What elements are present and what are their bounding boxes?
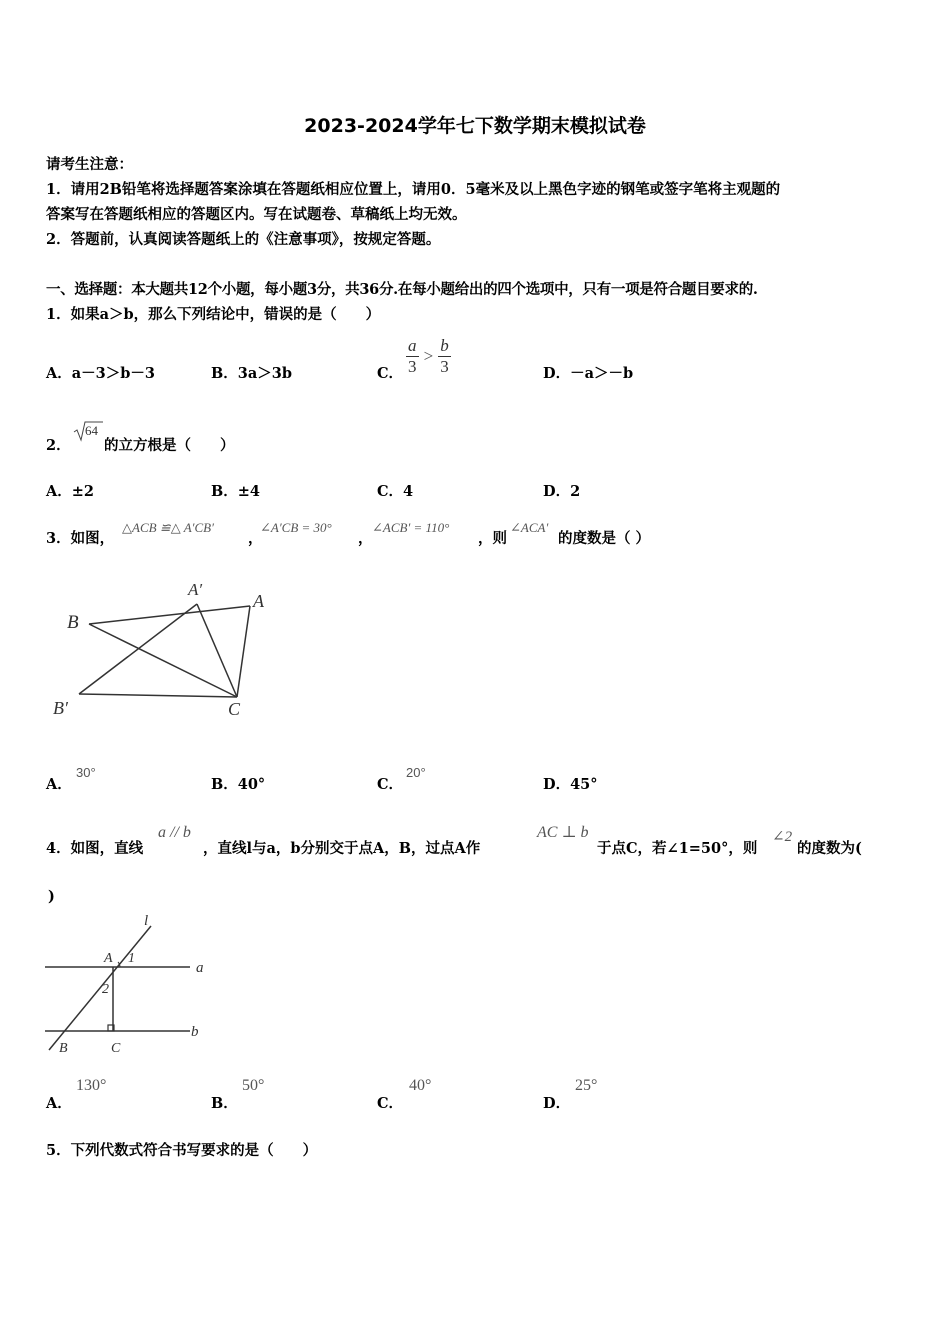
q3-sep-1: ， [248, 530, 263, 547]
q1-option-d: D．－a＞－b [543, 365, 634, 382]
q1-option-c-label: C． [377, 365, 404, 382]
q3-label-c: C [228, 699, 241, 719]
q1-option-a: A．a－3＞b－3 [46, 365, 155, 382]
q1-relation: > [423, 346, 434, 366]
q3-option-d: D．45° [543, 776, 598, 793]
segment-a1c [197, 604, 237, 697]
section-heading: 一、选择题：本大题共12个小题，每小题3分，共36分.在每小题给出的四个选项中，只有一项是符合题目要求的. [46, 281, 758, 298]
q4-mid: ，直线l与a，b分别交于点A，B，过点A作 [203, 840, 481, 857]
q3-figure [40, 570, 290, 730]
q3-lead: 3．如图， [46, 530, 115, 547]
q2-option-d: D．2 [543, 483, 581, 500]
q3-then: ，则 [478, 530, 507, 547]
q4-perpendicular: AC ⊥ b [537, 824, 589, 841]
q3-angle-aca: ∠ACA′ [510, 520, 549, 535]
q4-angle-2: ∠2 [772, 829, 793, 845]
q3-label-a-prime: A′ [188, 580, 203, 599]
q1-frac-a3: $\frac{a}{3}$ [408, 336, 417, 376]
notice-line-1b: 答案写在答题纸相应的答题区内。写在试题卷、草稿纸上均无效。 [46, 206, 467, 223]
segment-b1c [79, 694, 237, 697]
q4-lead: 4．如图，直线 [46, 840, 144, 857]
q1-frac-b3: $\frac{b}{3}$ [440, 336, 449, 376]
q3-congruence: △ACB ≌△ A′CB′ [122, 520, 214, 535]
q4-label-2: 2 [102, 982, 109, 997]
q4-option-a-label: A． [46, 1095, 72, 1112]
q1-option-b: B．3a＞3b [211, 365, 292, 382]
q3-option-a-value: 30° [76, 765, 96, 780]
q2-number: 2． [46, 437, 71, 454]
q5-stem: 5．下列代数式符合书写要求的是（ ） [46, 1142, 318, 1159]
q4-option-d-value: 25° [575, 1077, 598, 1094]
q4-label-a-line: a [196, 960, 204, 976]
q2-radicand: 64 [85, 423, 98, 438]
q4-option-d-label: D． [543, 1095, 571, 1112]
q1-option-c-math [406, 336, 451, 377]
q2-option-b: B．±4 [211, 483, 260, 500]
q4-label-a-point: A [104, 951, 113, 966]
notice-heading: 请考生注意： [46, 156, 133, 173]
notice-line-2: 2．答题前，认真阅读答题纸上的《注意事项》，按规定答题。 [46, 231, 441, 248]
q4-option-c-value: 40° [409, 1077, 432, 1094]
q4-tail: 的度数为( [797, 840, 862, 857]
segment-ba [89, 606, 250, 624]
segment-b1a1 [79, 604, 197, 694]
q4-label-b-point: B [59, 1041, 68, 1056]
q3-label-b: B [67, 612, 79, 633]
q3-tail: 的度数是（ ） [558, 530, 651, 547]
q3-option-a-label: A． [46, 776, 72, 793]
q3-label-b-prime: B′ [53, 698, 68, 718]
q4-label-1: 1 [128, 951, 135, 966]
q4-label-c: C [111, 1041, 121, 1056]
page-title: 2023-2024学年七下数学期末模拟试卷 [304, 115, 646, 137]
notice-line-1a: 1．请用2B铅笔将选择题答案涂填在答题纸相应位置上，请用0．5毫米及以上黑色字迹的钢笔或签字笔将主观题的 [46, 181, 781, 198]
q3-angle-30: ∠A′CB = 30° [260, 520, 332, 535]
q4-close-paren: ) [48, 888, 55, 905]
q2-option-c: C．4 [377, 483, 414, 500]
q3-option-c-value: 20° [406, 765, 426, 780]
q4-figure [40, 910, 220, 1060]
q2-stem: 的立方根是（ ） [104, 437, 235, 454]
q4-label-l: l [144, 913, 149, 929]
q3-option-c-label: C． [377, 776, 404, 793]
q4-option-b-value: 50° [242, 1077, 265, 1094]
q2-option-a: A．±2 [46, 483, 94, 500]
segment-bc [89, 624, 237, 697]
segment-ac [237, 606, 250, 697]
q4-mid2: 于点C，若∠1=50°，则 [597, 840, 758, 857]
q4-option-c-label: C． [377, 1095, 404, 1112]
q4-parallel: a // b [158, 824, 191, 841]
q3-label-a: A [253, 591, 264, 611]
q3-option-b: B．40° [211, 776, 266, 793]
q1-stem: 1．如果a＞b，那么下列结论中，错误的是（ ） [46, 306, 381, 323]
q4-option-b-label: B． [211, 1095, 238, 1112]
q4-option-a-value: 130° [76, 1077, 107, 1094]
q3-angle-110: ∠ACB′ = 110° [372, 520, 450, 535]
q3-sep-2: ， [358, 530, 373, 547]
q4-label-b-line: b [191, 1024, 199, 1040]
